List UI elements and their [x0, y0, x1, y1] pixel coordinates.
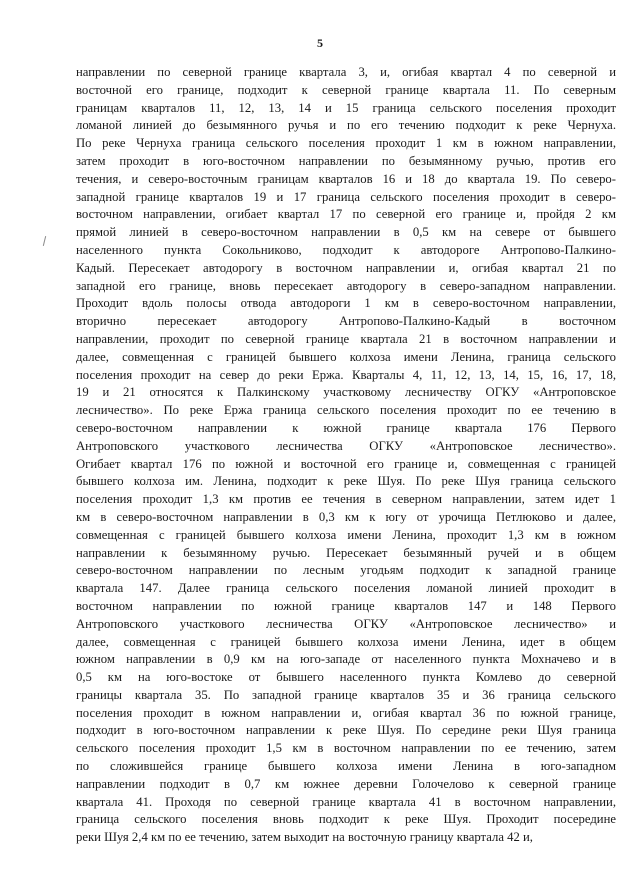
text-line: западной границе кварталов 19 и 17 граница сельского поселения проходит в северо-: [76, 189, 616, 204]
text-line: восточном направлении, огибает квартал 17 по северной его границе и, пройдя 2 км: [76, 207, 616, 222]
margin-pen-mark: [43, 236, 46, 246]
text-line: южном направлении в 0,9 км на юго-западе от населенного пункта Мохначево и в: [76, 652, 616, 667]
text-line: реки Шуя 2,4 км по ее течению, затем выходит на восточную границу квартала 42 и,: [76, 830, 533, 845]
text-line: ломаной линией до безымянного ручья и по его течению подходит к реке Чернуха.: [76, 118, 616, 133]
text-line: восточной его границе, подходит к северной границе квартала 11. По северным: [76, 82, 616, 97]
text-line: лесничество». По реке Ержа граница сельского поселения проходит по ее течению в: [76, 403, 616, 418]
text-line: западной его границе, вновь пересекает автодорогу в северо-западном направлении.: [76, 278, 616, 293]
text-line: Проходит вдоль полосы отвода автодороги 1 км в северо-восточном направлении,: [76, 296, 616, 311]
text-line: направлении к безымянному ручью. Пересекает безымянный ручей и в общем: [76, 545, 616, 560]
text-line: сельского поселения проходит 1,5 км в восточном направлении по ее течению, затем: [76, 741, 616, 756]
text-line: Огибает квартал 176 по южной и восточной его границе и, совмещенная с границей: [76, 456, 616, 471]
text-line: 0,5 км на юго-востоке от бывшего населенного пункта Комлево до северной: [76, 670, 616, 685]
text-line: бывшего колхоза им. Ленина, подходит к реке Шуя. По реке Шуя граница сельского: [76, 474, 616, 489]
text-line: по сложившейся границе бывшего колхоза имени Ленина в юго-западном: [76, 759, 616, 774]
text-line: поселения проходит на север до реки Ержа. Кварталы 4, 11, 12, 13, 14, 15, 16, 17, 18,: [76, 367, 616, 382]
text-line: северо-восточном направлении по лесным угодьям подходит к западной границе: [76, 563, 616, 578]
text-line: прямой линией в северо-восточном направлении в 0,5 км на севере от бывшего: [76, 225, 616, 240]
text-line: км в северо-восточном направлении в 0,3 км к югу от урочища Петлюково и далее,: [76, 509, 616, 524]
text-line: границам кварталов 11, 12, 13, 14 и 15 граница сельского поселения проходит: [76, 100, 616, 115]
text-line: северо-восточном направлении к южной границе квартала 176 Первого: [76, 420, 616, 435]
text-line: направлении, проходит по северной границе квартала 21 в восточном направлении и: [76, 331, 616, 346]
text-line: направлении по северной границе квартала 3, и, огибая квартал 4 по северной и: [76, 65, 616, 79]
text-line: поселения проходит в южном направлении и, огибая квартал 36 по южной границе,: [76, 705, 616, 720]
text-line: Антроповского участкового лесничества ОГКУ «Антроповское лесничество» и: [76, 616, 616, 631]
page-number: 5: [317, 36, 323, 50]
text-line: восточном направлении по южной границе кварталов 147 и 148 Первого: [76, 598, 616, 613]
text-line: По реке Чернуха граница сельского поселения проходит 1 км в южном направлении,: [76, 136, 616, 151]
text-line: поселения проходит 1,3 км против ее течения в северном направлении, затем идет 1: [76, 492, 616, 507]
body-text: [76, 64, 616, 847]
text-line: вторично пересекает автодорогу Антропово-Палкино-Кадый в восточном: [76, 314, 616, 329]
text-line: далее, совмещенная с границей бывшего колхоза имени Ленина, граница сельского: [76, 349, 616, 364]
text-line: границы квартала 35. По западной границе кварталов 35 и 36 граница сельского: [76, 687, 616, 702]
text-line: Кадый. Пересекает автодорогу в восточном направлении и, огибая квартал 21 по: [76, 260, 616, 275]
text-line: квартала 147. Далее граница сельского поселения ломаной линией проходит в: [76, 581, 616, 596]
text-line: граница сельского поселения вновь подходит к реке Шуя. Проходит посередине: [76, 812, 616, 827]
text-line: совмещенная с границей бывшего колхоза имени Ленина, проходит 1,3 км в южном: [76, 527, 616, 542]
text-line: направлении подходит в 0,7 км южнее деревни Голочелово к северной границе: [76, 776, 616, 791]
text-line: 19 и 21 относятся к Палкинскому участковому лесничеству ОГКУ «Антроповское: [76, 385, 616, 400]
text-line: подходит в юго-восточном направлении к реке Шуя. По середине реки Шуя граница: [76, 723, 616, 738]
text-line: Антроповского участкового лесничества ОГКУ «Антроповское лесничество».: [76, 438, 616, 453]
text-line: квартала 41. Проходя по северной границе квартала 41 в восточном направлении,: [76, 794, 616, 809]
text-line: затем проходит в юго-восточном направлении по безымянному ручью, против его: [76, 153, 616, 168]
text-line: течения, и северо-восточным границам кварталов 16 и 18 до квартала 19. По северо-: [76, 171, 616, 186]
text-line: далее, совмещенная с границей бывшего колхоза имени Ленина, идет в общем: [76, 634, 616, 649]
text-line: населенного пункта Сокольниково, подходит к автодороге Антропово-Палкино-: [76, 242, 616, 257]
